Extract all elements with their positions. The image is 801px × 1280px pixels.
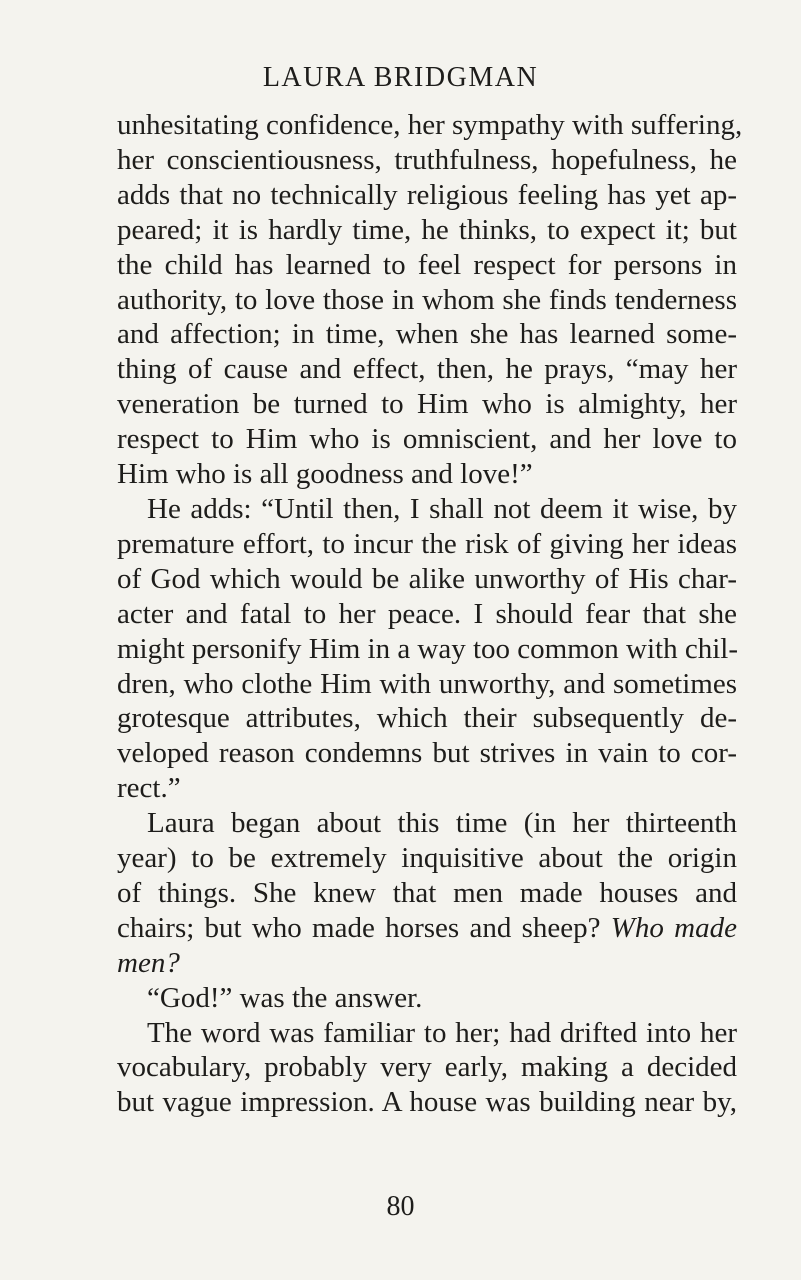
text-line: veloped reason condemns but strives in vain to cor-	[117, 737, 737, 770]
text-line	[117, 911, 737, 946]
text-line: respect to Him who is omniscient, and her love to	[117, 423, 737, 456]
text-line: adds that no technically religious feeling has yet ap-	[117, 178, 737, 211]
text-line: “God!” was the answer.	[147, 981, 423, 1014]
text-line: premature effort, to incur the risk of giving her ideas	[117, 527, 737, 560]
text-line: the child has learned to feel respect for persons in	[117, 248, 737, 281]
text-line: He adds: “Until then, I shall not deem it wise, by	[147, 492, 737, 525]
text-line: vocabulary, probably very early, making a decided	[117, 1051, 737, 1084]
text-line: grotesque attributes, which their subsequently de-	[117, 702, 737, 735]
text-line: acter and fatal to her peace. I should fear that she	[117, 597, 737, 630]
text-line: The word was familiar to her; had drifted into her	[147, 1016, 737, 1049]
text-line: rect.”	[117, 772, 181, 805]
text-line: peared; it is hardly time, he thinks, to expect it; but	[117, 213, 737, 246]
page-number: 80	[386, 1191, 415, 1222]
text-line: thing of cause and effect, then, he prays, “may her	[117, 353, 737, 386]
text-line: of things. She knew that men made houses and	[117, 876, 737, 909]
text-line: authority, to love those in whom she finds tenderness	[117, 283, 737, 316]
text-line: dren, who clothe Him with unworthy, and sometimes	[117, 667, 737, 700]
text-line: her conscientiousness, truthfulness, hopefulness, he	[117, 143, 737, 176]
text-segment: chairs; but who made horses and sheep?	[117, 911, 601, 944]
text-line: veneration be turned to Him who is almighty, her	[117, 388, 737, 421]
text-line: men?	[117, 946, 180, 979]
body-text	[117, 108, 743, 1120]
text-line: of God which would be alike unworthy of His char-	[117, 562, 737, 595]
italic-text: Who made	[610, 911, 737, 944]
text-line: but vague impression. A house was building near by,	[117, 1086, 737, 1119]
text-line: might personify Him in a way too common with chil-	[117, 632, 738, 665]
running-head: LAURA BRIDGMAN	[262, 62, 539, 93]
text-line: and affection; in time, when she has learned some-	[117, 318, 737, 351]
text-line: year) to be extremely inquisitive about the origin	[117, 842, 737, 875]
text-line: Him who is all goodness and love!”	[117, 458, 533, 491]
text-line: Laura began about this time (in her thirteenth	[147, 807, 737, 840]
text-line: unhesitating confidence, her sympathy with suffering,	[117, 109, 743, 141]
